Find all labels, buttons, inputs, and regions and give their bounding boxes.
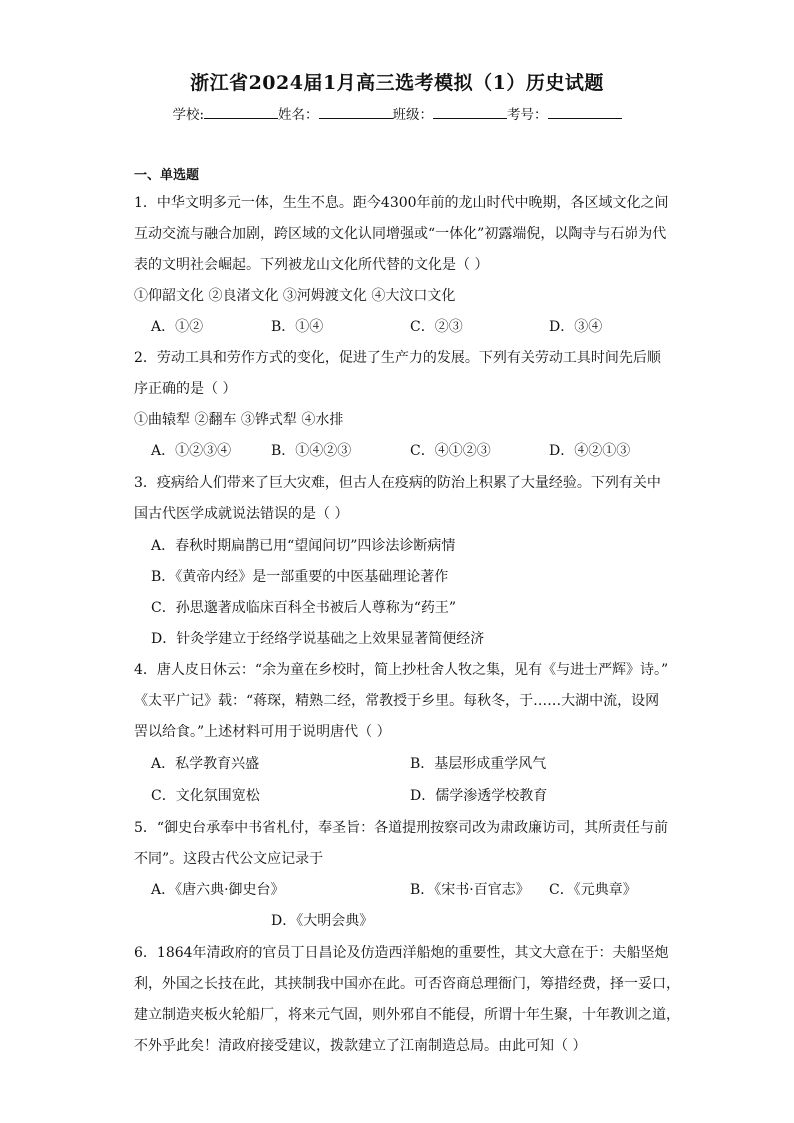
q4-option-a[interactable]: A．私学教育兴盛 — [151, 756, 260, 772]
exam-number-blank[interactable] — [548, 106, 622, 119]
class-blank[interactable] — [433, 106, 507, 119]
q2-stem-line-1: 2．劳动工具和劳作方式的变化，促进了生产力的发展。下列有关劳动工具时间先后顺 — [134, 350, 661, 366]
q4-stem-line-1: 4．唐人皮日休云：“余为童在乡校时，简上抄杜舍人牧之集，见有《与进士严辉》诗。” — [134, 662, 669, 678]
q2-option-a[interactable]: A．①②③④ — [151, 443, 232, 459]
class-label: 班级： — [392, 107, 434, 123]
q2-option-c[interactable]: C．④①②③ — [410, 443, 491, 459]
q5-option-b[interactable]: B．《宋书·百官志》 — [410, 882, 530, 898]
q1-items: ①仰韶文化 ②良渚文化 ③河姆渡文化 ④大汶口文化 — [134, 288, 456, 304]
q1-option-b[interactable]: B．①④ — [271, 319, 324, 335]
q1-option-d[interactable]: D．③④ — [549, 319, 603, 335]
q1-stem-line-3: 表的文明社会崛起。下列被龙山文化所代替的文化是（ ） — [134, 257, 489, 273]
q4-option-d[interactable]: D．儒学渗透学校教育 — [410, 788, 548, 804]
q3-stem-line-2: 国古代医学成就说法错误的是（ ） — [134, 506, 349, 522]
q2-stem-line-2: 序正确的是（ ） — [134, 381, 237, 397]
q4-stem-line-3: 罟以给食。”上述材料可用于说明唐代（ ） — [134, 724, 391, 740]
q5-stem-line-2: 不同”。这段古代公文应记录于 — [134, 851, 324, 867]
q4-option-b[interactable]: B．基层形成重学风气 — [410, 756, 547, 772]
q5-option-a[interactable]: A．《唐六典·御史台》 — [151, 882, 285, 898]
exam-number-label: 考号： — [507, 107, 548, 123]
q5-option-c[interactable]: C．《元典章》 — [549, 882, 637, 898]
q3-stem-line-1: 3．疫病给人们带来了巨大灾难，但古人在疫病的防治上积累了大量经验。下列有关中 — [134, 475, 661, 491]
q1-option-a[interactable]: A．①② — [151, 319, 204, 335]
school-label: 学校: — [172, 107, 205, 123]
q5-option-d[interactable]: D．《大明会典》 — [271, 913, 374, 929]
q3-option-b[interactable]: B．《黄帝内经》是一部重要的中医基础理论著作 — [151, 569, 449, 585]
page-title: 浙江省2024届1月高三选考模拟（1）历史试题 — [190, 72, 604, 94]
q4-option-c[interactable]: C．文化氛围宽松 — [151, 788, 260, 804]
section-heading: 一、单选题 — [134, 168, 200, 183]
q1-option-c[interactable]: C．②③ — [410, 319, 463, 335]
q1-stem-line-2: 互动交流与融合加剧，跨区域的文化认同增强或“一体化”初露端倪，以陶寺与石峁为代 — [134, 226, 667, 242]
q4-stem-line-2: 《太平广记》载：“蒋琛，精熟二经，常教授于乡里。每秋冬，于……大湖中流，设网 — [134, 693, 660, 709]
q5-stem-line-1: 5．“御史台承奉中书省札付，奉圣旨：各道提刑按察司改为肃政廉访司，其所责任与前 — [134, 820, 669, 836]
q2-option-b[interactable]: B．①④②③ — [271, 443, 352, 459]
q3-option-c[interactable]: C．孙思邈著成临床百科全书被后人尊称为“药王” — [151, 600, 457, 616]
name-blank[interactable] — [319, 106, 393, 119]
q6-stem-line-4: 不外乎此矣！清政府接受建议，拨款建立了江南制造总局。由此可知（ ） — [134, 1038, 587, 1054]
q6-stem-line-1: 6．1864年清政府的官员丁日昌论及仿造西洋船炮的重要性，其文大意在于：夫船坚炮 — [134, 945, 669, 961]
q1-stem-line-1: 1．中华文明多元一体，生生不息。距今4300年前的龙山时代中晚期，各区域文化之间 — [134, 195, 669, 211]
q6-stem-line-3: 建立制造夹板火轮船厂，将来元气固，则外邪自不能侵，所谓十年生聚，十年教训之道， — [134, 1007, 680, 1023]
q2-option-d[interactable]: D．④②①③ — [549, 443, 631, 459]
q6-stem-line-2: 利，外国之长技在此，其挟制我中国亦在此。可否咨商总理衙门，筹措经费，择一妥口， — [134, 976, 680, 992]
name-label: 姓名： — [278, 107, 319, 123]
student-info-line — [0, 103, 794, 123]
q3-option-d[interactable]: D．针灸学建立于经络学说基础之上效果显著简便经济 — [151, 631, 485, 647]
school-blank[interactable] — [204, 106, 278, 119]
q2-items: ①曲辕犁 ②翻车 ③铧式犁 ④水排 — [134, 412, 344, 428]
q3-option-a[interactable]: A．春秋时期扁鹊已用“望闻问切”四诊法诊断病情 — [151, 538, 456, 554]
